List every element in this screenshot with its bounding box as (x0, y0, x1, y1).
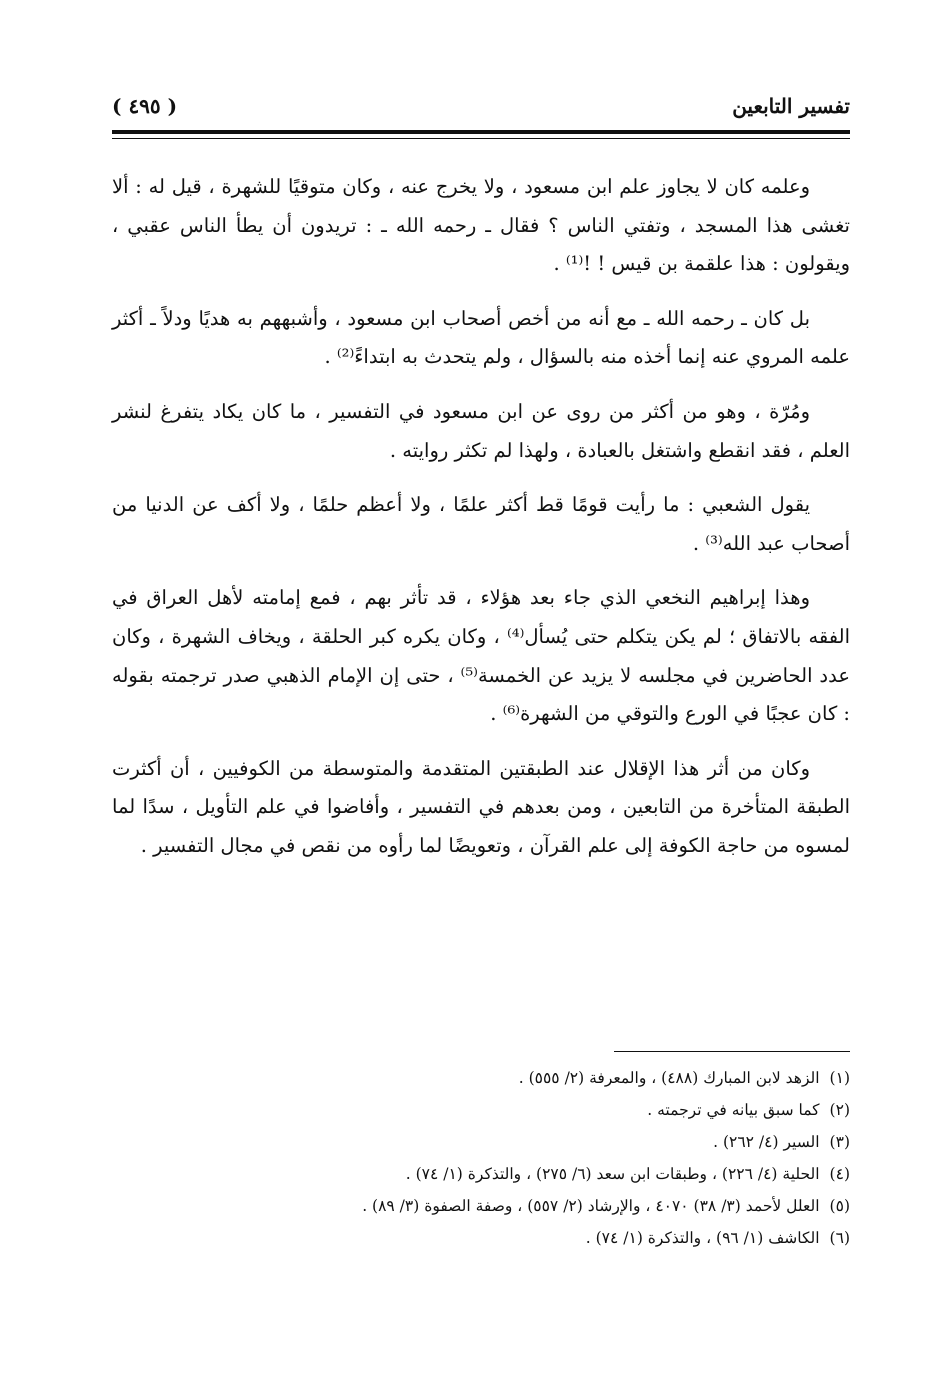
running-title: تفسير التابعين (732, 94, 850, 118)
footnote-text: الكاشف (١/ ٩٦) ، والتذكرة (١/ ٧٤) . (585, 1229, 820, 1247)
paragraph: وهذا إبراهيم النخعي الذي جاء بعد هؤلاء ، قد تأثر بهم ، فمع إمامته لأهل العراق في الفقه بالاتفاق ؛ لم يكن يتكلم حتى يُسأل⁽⁴⁾ ، وكان يكره كبر الحلقة ، ويخاف الشهرة ، وكان عدد الحاضرين في مجلسه لا يزيد عن الخمسة⁽⁵⁾ ، حتى إن الإمام الذهبي صدر ترجمته بقوله : كان عجبًا في الورع والتوقي من الشهرة⁽⁶⁾ . (112, 586, 850, 726)
footnote-number: (٢) (829, 1101, 850, 1119)
paragraph: ومُرّة ، وهو من أكثر من روى عن ابن مسعود في التفسير ، ما كان يكاد يتفرغ لنشر العلم ، فقد انقطع واشتغل بالعبادة ، ولهذا لم تكثر روايته . (112, 399, 850, 462)
footnote-text: السير (٤/ ٢٦٢) . (713, 1133, 820, 1151)
main-text (112, 168, 850, 882)
paragraph: وكان من أثر هذا الإقلال عند الطبقتين المتقدمة والمتوسطة من الكوفيين ، أن أكثرت الطبقة المتأخرة من التابعين ، ومن بعدهم في التفسير ، وأفاضوا في علم التأويل ، سدًا لما لمسوه من حاجة الكوفة إلى علم القرآن ، وتعويضًا لما رأوه من نقص في مجال التفسير . (112, 756, 850, 857)
paragraph: وعلمه كان لا يجاوز علم ابن مسعود ، ولا يخرج عنه ، وكان متوقيًا للشهرة ، قيل له : ألا تغشى هذا المسجد ، وتفتي الناس ؟ فقال ـ رحمه الله ـ : تريدون أن يطأ الناس عقبي ، ويقولون : هذا علقمة بن قيس ! !⁽¹⁾ . (112, 175, 850, 276)
page-number: ( ٤٩٥ ) (112, 94, 178, 118)
footnote-number: (٥) (829, 1197, 850, 1215)
footnote-separator (614, 1051, 850, 1052)
footnote-number: (١) (829, 1069, 850, 1087)
footnotes (112, 1062, 850, 1254)
footnote-number: (٣) (829, 1133, 850, 1151)
header-rule-thick (112, 130, 850, 134)
paragraph: يقول الشعبي : ما رأيت قومًا قط أكثر علمًا ، ولا أعظم حلمًا ، ولا أكف عن الدنيا من أصحاب عبد الله⁽³⁾ . (112, 493, 850, 555)
footnote-text: الحلية (٤/ ٢٢٦) ، وطبقات ابن سعد (٦/ ٢٧٥) ، والتذكرة (١/ ٧٤) . (405, 1165, 820, 1183)
footnote-number: (٦) (829, 1229, 850, 1247)
footnote-text: كما سبق بيانه في ترجمته . (647, 1101, 820, 1119)
footnote-item (112, 1190, 850, 1222)
footnote-item (112, 1158, 850, 1190)
footnote-text: الزهد لابن المبارك (٤٨٨) ، والمعرفة (٢/ ٥٥٥) . (518, 1069, 820, 1087)
footnote-text: العلل لأحمد (٣/ ٣٨) ٤٠٧٠ ، والإرشاد (٢/ ٥٥٧) ، وصفة الصفوة (٣/ ٨٩) . (362, 1197, 820, 1215)
footnote-item (112, 1062, 850, 1094)
paragraph: بل كان ـ رحمه الله ـ مع أنه من أخص أصحاب ابن مسعود ، وأشبههم به هديًا ودلاً ـ أكثر علمه المروي عنه إنما أخذه منه بالسؤال ، ولم يتحدث به ابتداءً⁽²⁾ . (112, 306, 850, 369)
header-rule-thin (112, 138, 850, 139)
running-header (112, 92, 850, 126)
footnote-item (112, 1094, 850, 1126)
footnote-item (112, 1126, 850, 1158)
footnote-item (112, 1222, 850, 1254)
footnote-number: (٤) (829, 1165, 850, 1183)
